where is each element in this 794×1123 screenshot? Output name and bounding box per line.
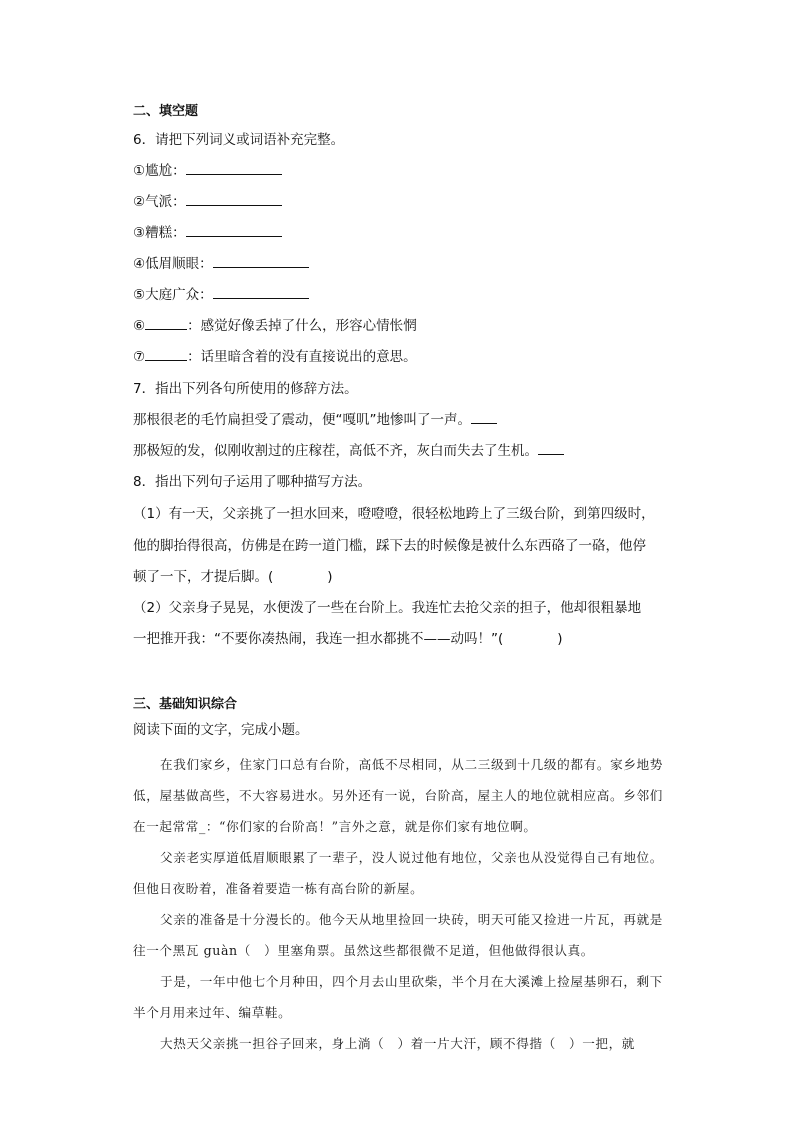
section-3-title: 三、基础知识综合 [133, 697, 238, 712]
q7-sentence-1-text: 那根很老的毛竹扁担受了震动，便“嘎叽”地惨叫了一声。 [133, 412, 471, 428]
q6-item-2-text: ②气派： [133, 194, 186, 210]
q7-sentence-2 [133, 442, 564, 460]
q6-item-3-text: ③糟糕： [133, 225, 186, 241]
reading-passage [133, 749, 663, 1059]
answer-blank[interactable] [145, 348, 187, 361]
q6-item-7-prefix: ⑦ [133, 349, 146, 365]
q6-item-2 [133, 193, 282, 211]
q8-passage-2-line-2: 一把推开我：“不要你凑热闹，我连一担水都挑不——动吗！”( ) [133, 631, 563, 647]
answer-blank[interactable] [186, 162, 282, 175]
q8-stem: 8．指出下列句子运用了哪种描写方法。 [133, 474, 372, 490]
q6-item-5 [133, 286, 309, 304]
q6-item-1 [133, 162, 282, 180]
q7-stem: 7．指出下列各句所使用的修辞方法。 [133, 381, 358, 397]
q8-passage-2-line-1: （2）父亲身子晃晃，水便泼了一些在台阶上。我连忙去抢父亲的担子，他却很粗暴地 [133, 600, 642, 616]
q6-item-6 [133, 317, 417, 335]
passage-paragraph-4: 于是，一年中他七个月种田，四个月去山里砍柴，半个月在大溪滩上捡屋基卵石，剩下半个月用来过年、编草鞋。 [133, 974, 663, 1020]
q8-passage-1-line-2: 他的脚抬得很高，仿佛是在跨一道门槛，踩下去的时候像是被什么东西硌了一硌，他停 [133, 538, 646, 554]
q6-item-4 [133, 255, 309, 273]
q6-item-5-text: ⑤大庭广众： [133, 287, 213, 303]
passage-paragraph-5: 大热天父亲挑一担谷子回来，身上淌（ ）着一片大汗，顾不得揩（ ）一把，就 [160, 1036, 635, 1051]
q6-item-3 [133, 224, 282, 242]
section-2-title: 二、填空题 [133, 104, 199, 119]
answer-blank[interactable] [145, 317, 187, 330]
answer-blank[interactable] [213, 286, 309, 299]
passage-paragraph-3: 父亲的准备是十分漫长的。他今天从地里捡回一块砖，明天可能又捡进一片瓦，再就是往一个黑瓦 guàn（ ）里塞角票。虽然这些都很微不足道，但他做得很认真。 [133, 912, 663, 958]
passage-paragraph-2: 父亲老实厚道低眉顺眼累了一辈子，没人说过他有地位，父亲也从没觉得自己有地位。但他日夜盼着，准备着要造一栋有高台阶的新屋。 [133, 850, 663, 896]
answer-blank[interactable] [471, 411, 497, 424]
q8-passage-1-line-3: 顿了一下，才提后脚。( ) [133, 569, 333, 585]
answer-blank[interactable] [538, 442, 564, 455]
answer-blank[interactable] [213, 255, 309, 268]
passage-paragraph-1: 在我们家乡，住家门口总有台阶，高低不尽相同，从二三级到十几级的都有。家乡地势低，屋基做高些，不大容易进水。另外还有一说，台阶高，屋主人的地位就相应高。乡邻们在一起常常_：“你们家的台阶高！”言外之意，就是你们家有地位啊。 [133, 757, 663, 834]
q7-sentence-2-text: 那极短的发，似刚收割过的庄稼茬，高低不齐，灰白而失去了生机。 [133, 443, 538, 459]
q6-item-6-suffix: ：感觉好像丢掉了什么，形容心情怅惘 [187, 318, 417, 334]
q8-passage-1-line-1: （1）有一天，父亲挑了一担水回来，噔噔噔，很轻松地跨上了三级台阶，到第四级时， [133, 506, 655, 522]
q6-item-7-suffix: ：话里暗含着的没有直接说出的意思。 [187, 349, 417, 365]
reading-instruction: 阅读下面的文字，完成小题。 [133, 722, 309, 738]
q6-item-1-text: ①尴尬： [133, 163, 186, 179]
q6-item-6-prefix: ⑥ [133, 318, 146, 334]
q6-stem: 6．请把下列词义或词语补充完整。 [133, 132, 345, 148]
q7-sentence-1 [133, 411, 497, 429]
q6-item-4-text: ④低眉顺眼： [133, 256, 213, 272]
answer-blank[interactable] [186, 193, 282, 206]
answer-blank[interactable] [186, 224, 282, 237]
q6-item-7 [133, 348, 417, 366]
